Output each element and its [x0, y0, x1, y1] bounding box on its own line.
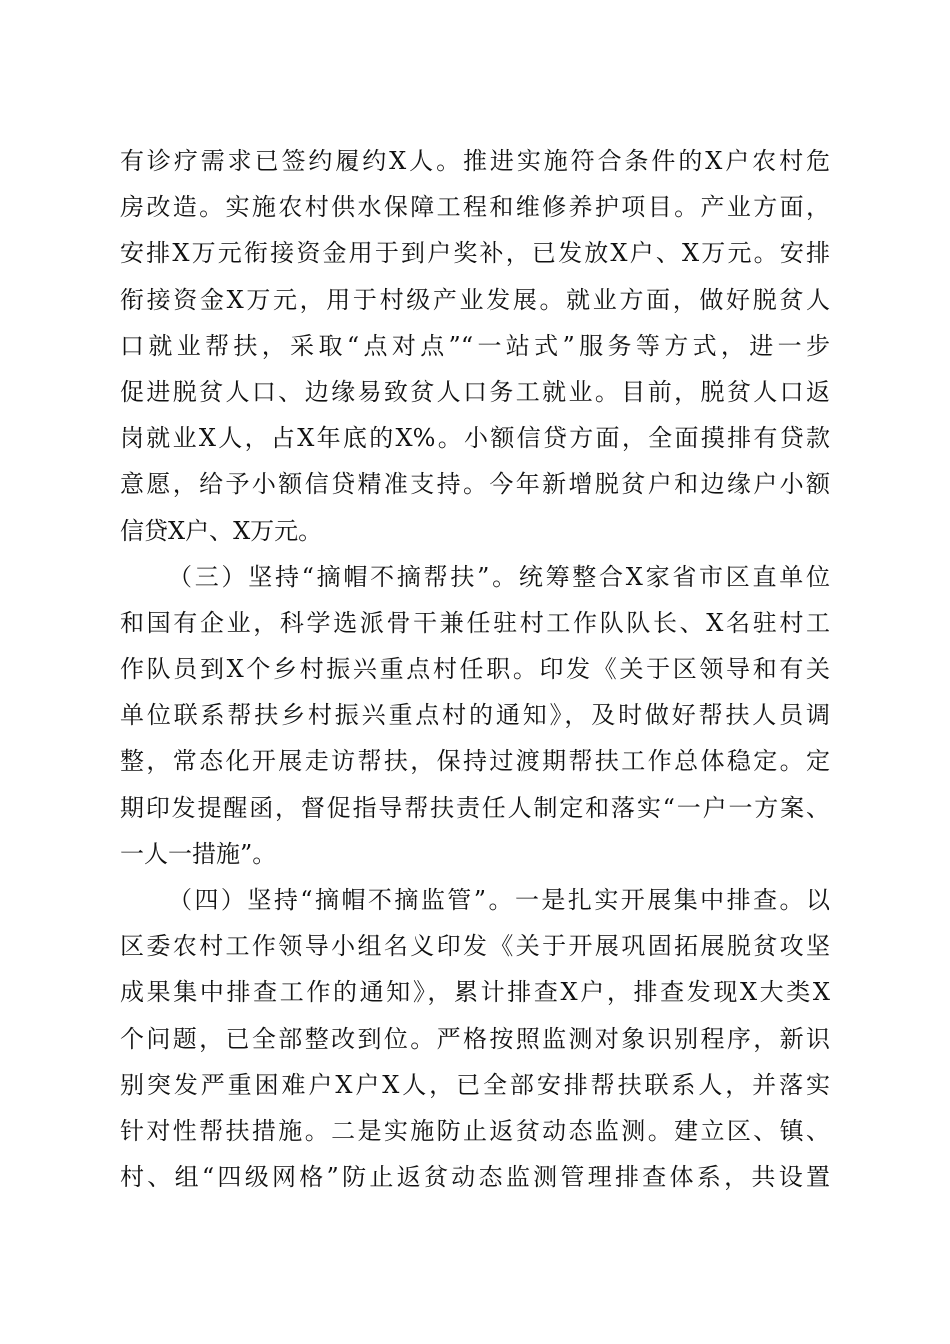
- text-line: 整，常态化开展走访帮扶，保持过渡期帮扶工作总体稳定。定: [120, 747, 830, 776]
- text-line: 促进脱贫人口、边缘易致贫人口务工就业。目前，脱贫人口返: [120, 377, 830, 406]
- text-line: 口就业帮扶，采取“点对点”“一站式”服务等方式，进一步: [120, 331, 830, 360]
- text-line: 成果集中排查工作的通知》，累计排查X户，排查发现X大类X: [120, 978, 830, 1007]
- section-heading-line: （四）坚持“摘帽不摘监管”。一是扎实开展集中排查。以: [168, 886, 830, 914]
- text-line: 岗就业X人，占X年底的X%。小额信贷方面，全面摸排有贷款: [120, 424, 830, 453]
- text-line: 安排X万元衔接资金用于到户奖补，已发放X户、X万元。安排: [120, 239, 830, 268]
- text-line: 别突发严重困难户X户X人，已全部安排帮扶联系人，并落实: [120, 1070, 830, 1099]
- text-line: 意愿，给予小额信贷精准支持。今年新增脱贫户和边缘户小额: [120, 470, 830, 499]
- text-line: 一人一措施”。: [120, 839, 277, 868]
- text-line: 房改造。实施农村供水保障工程和维修养护项目。产业方面，: [120, 193, 830, 222]
- text-line: 村、组“四级网格”防止返贫动态监测管理排查体系，共设置: [120, 1163, 830, 1192]
- text-line: 和国有企业，科学选派骨干兼任驻村工作队队长、X名驻村工: [120, 608, 830, 637]
- text-line: 期印发提醒函，督促指导帮扶责任人制定和落实“一户一方案、: [120, 793, 830, 822]
- text-line: 个问题，已全部整改到位。严格按照监测对象识别程序，新识: [120, 1024, 830, 1053]
- section-heading-line: （三）坚持“摘帽不摘帮扶”。统筹整合X家省市区直单位: [168, 562, 830, 591]
- text-line: 针对性帮扶措施。二是实施防止返贫动态监测。建立区、镇、: [120, 1116, 830, 1145]
- text-line: 区委农村工作领导小组名义印发《关于开展巩固拓展脱贫攻坚: [120, 932, 830, 961]
- document-body: [120, 138, 830, 1200]
- text-line: 信贷X户、X万元。: [120, 516, 323, 545]
- text-line: 衔接资金X万元，用于村级产业发展。就业方面，做好脱贫人: [120, 285, 830, 314]
- text-line: 作队员到X个乡村振兴重点村任职。印发《关于区领导和有关: [120, 655, 830, 684]
- text-line: 有诊疗需求已签约履约X人。推进实施符合条件的X户农村危: [120, 147, 830, 175]
- text-line: 单位联系帮扶乡村振兴重点村的通知》，及时做好帮扶人员调: [120, 701, 830, 730]
